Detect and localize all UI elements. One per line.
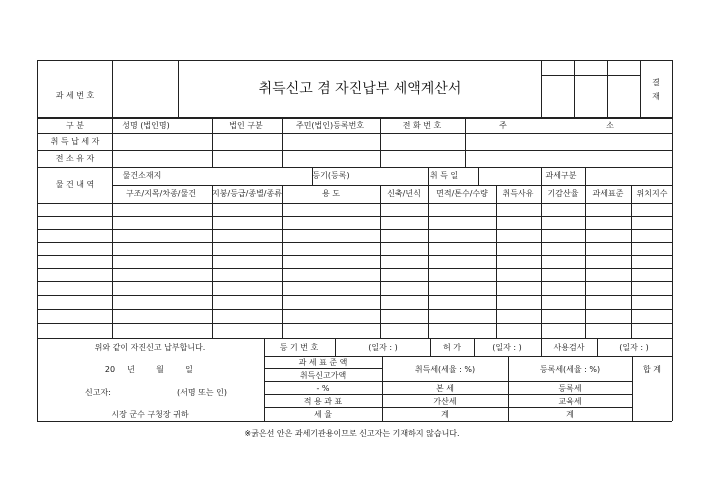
property-acq-date: 취 득 일 <box>429 171 459 180</box>
header-phone: 전 화 번 호 <box>402 121 442 130</box>
header-address-2: 소 <box>606 121 614 130</box>
permit-label: 허 가 <box>443 343 461 352</box>
inspection-label: 사용검사 <box>553 343 585 352</box>
tax-no-label: 과 세 번 호 <box>55 91 95 100</box>
calc-principal: 본 세 <box>436 384 454 393</box>
calc-subtotal: 계 <box>441 410 449 419</box>
declaration-statement: 위와 같이 자진신고 납부합니다. <box>94 343 206 352</box>
calc-subtotal-2: 계 <box>566 410 574 419</box>
row-acquirer: 취 득 납 세 자 <box>50 137 100 146</box>
col-new-year: 신축/년식 <box>387 189 421 198</box>
property-tax-type: 과세구분 <box>545 171 577 180</box>
date-month-label: 월 <box>156 365 164 374</box>
inspection-date: (일자 : ) <box>619 343 649 352</box>
signature-label: (서명 또는 인) <box>177 388 227 397</box>
reg-no-label: 등 기 번 호 <box>279 343 319 352</box>
property-label: 물 건 내 역 <box>55 180 95 189</box>
calc-acq-report-price: 취득신고가액 <box>299 371 347 380</box>
calc-total: 합 계 <box>643 365 661 374</box>
reg-date: (일자 : ) <box>368 343 398 352</box>
form-title: 취득신고 겸 자진납부 세액계산서 <box>258 81 462 97</box>
header-name: 성명 (법인명) <box>122 121 170 130</box>
col-area: 면적/톤수/수량 <box>436 189 488 198</box>
header-gubun: 구 분 <box>66 121 84 130</box>
col-structure: 구조/지목/차종/물건 <box>126 189 196 198</box>
calc-tax-rate: 세 율 <box>314 410 332 419</box>
header-corp-type: 법인 구분 <box>229 121 263 130</box>
property-registration: 등기(등록) <box>312 171 350 180</box>
date-day-label: 일 <box>185 365 193 374</box>
calc-acq-tax: 취득세(세율 : %) <box>414 365 476 374</box>
footnote: ※굵은선 안은 과세기관용이므로 신고자는 기재하지 않습니다. <box>244 429 460 438</box>
col-reduction: 기감산율 <box>547 189 579 198</box>
calc-rate: - % <box>316 384 330 393</box>
col-usage: 용 도 <box>322 189 340 198</box>
approval-char-2: 재 <box>652 92 660 101</box>
col-reason: 취득사유 <box>502 189 534 198</box>
header-address-1: 주 <box>499 121 507 130</box>
calc-education-tax: 교육세 <box>558 397 582 406</box>
reporter-label: 신고자: <box>85 388 111 397</box>
calc-applied-tax-base: 적 용 과 표 <box>303 397 343 406</box>
col-location-index: 위치지수 <box>636 189 668 198</box>
calc-reg-tax-2: 등록세 <box>558 384 582 393</box>
calc-tax-base-amount: 과 세 표 준 액 <box>298 358 348 367</box>
addressee: 시장 군수 구청장 귀하 <box>111 410 189 419</box>
date-year: 20 <box>104 365 116 374</box>
date-year-label: 년 <box>127 365 135 374</box>
permit-date: (일자 : ) <box>492 343 522 352</box>
calc-reg-tax: 등록세(세율 : %) <box>539 365 601 374</box>
header-reg-no: 주민(법인)등록번호 <box>295 121 365 130</box>
col-roof: 지붕/등급/종별/종류 <box>212 189 282 198</box>
approval-char-1: 결 <box>652 78 660 87</box>
property-location: 물건소재지 <box>122 171 162 180</box>
col-tax-base: 과세표준 <box>592 189 624 198</box>
calc-surcharge: 가산세 <box>433 397 457 406</box>
row-prev-owner: 전 소 유 자 <box>55 154 95 163</box>
